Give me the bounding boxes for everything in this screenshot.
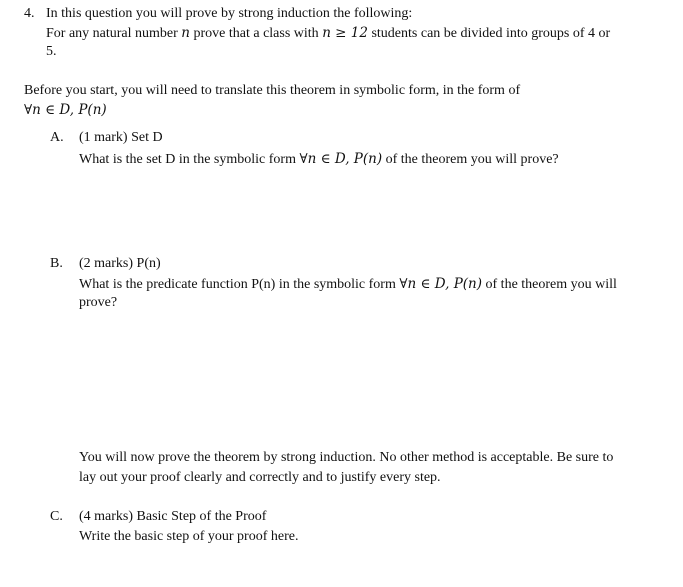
part-c-prompt: Write the basic step of your proof here.	[79, 529, 299, 544]
part-b-letter: B.	[50, 256, 63, 271]
part-a-formula: ∀n ∈ D, P(n)	[299, 151, 383, 167]
preamble-text: Before you start, you will need to translate this theorem in symbolic form, in the form of	[24, 83, 521, 98]
statement-post: students can be divided into groups of 4 or	[371, 26, 611, 41]
symbolic-form: ∀n ∈ D, P(n)	[24, 102, 107, 118]
question-number: 4.	[24, 6, 35, 21]
part-a-letter: A.	[50, 130, 64, 145]
part-b-prompt-post: of the theorem you will	[485, 277, 617, 292]
theorem-statement-line2: 5.	[46, 44, 57, 59]
part-a-prompt	[79, 149, 559, 170]
part-b-formula: ∀n ∈ D, P(n)	[399, 276, 483, 292]
condition-formula: n ≥ 12	[322, 25, 368, 41]
question-intro: In this question you will prove by strong induction the following:	[46, 6, 413, 21]
part-c-letter: C.	[50, 509, 63, 524]
part-b-heading: (2 marks) P(n)	[79, 256, 161, 271]
instructions-line2: lay out your proof clearly and correctly and to justify every step.	[79, 470, 441, 485]
part-a-heading: (1 mark) Set D	[79, 130, 163, 145]
part-b-prompt	[79, 274, 617, 295]
instructions-line1: You will now prove the theorem by strong induction. No other method is acceptable. Be sure to	[79, 450, 614, 465]
statement-pre: For any natural number	[46, 26, 178, 41]
part-b-prompt-line2: prove?	[79, 295, 118, 310]
part-c-heading: (4 marks) Basic Step of the Proof	[79, 509, 267, 524]
part-a-prompt-pre: What is the set D in the symbolic form	[79, 152, 296, 167]
part-a-prompt-post: of the theorem you will prove?	[385, 152, 559, 167]
theorem-statement-line1	[46, 23, 610, 44]
statement-mid: prove that a class with	[193, 26, 319, 41]
variable-n: n	[181, 25, 190, 41]
part-b-prompt-pre: What is the predicate function P(n) in the symbolic form	[79, 277, 396, 292]
